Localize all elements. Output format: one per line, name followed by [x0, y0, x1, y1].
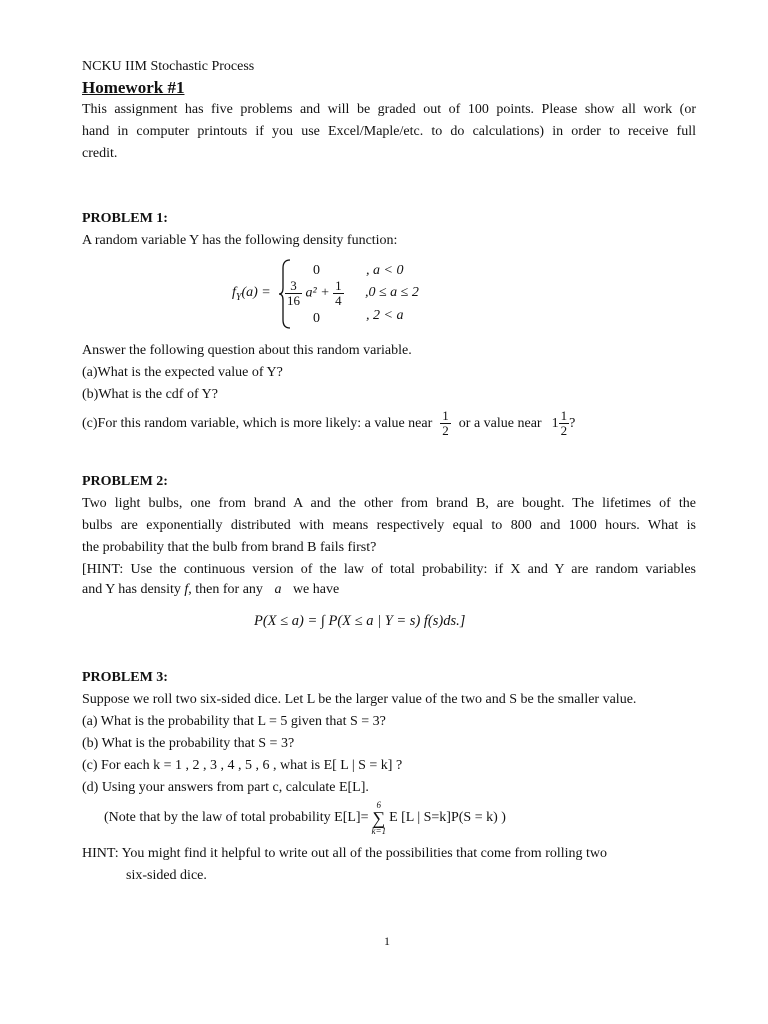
problem-2-line-3: the probability that the bulb from brand B fails first?: [82, 540, 377, 555]
problem-3-heading: PROBLEM 3:: [82, 670, 168, 685]
intro-line-1: This assignment has five problems and will be graded out of 100 points. Please show all work (or: [82, 102, 696, 117]
case-3-value: 0: [313, 311, 320, 326]
problem-1-statement: A random variable Y has the following density function:: [82, 233, 398, 248]
fraction-one-and-half: $\frac{1}{2}$: [560, 408, 568, 438]
problem-2-hint-1: [HINT: Use the continuous version of the law of total probability: if X and Y are random variables: [82, 562, 696, 577]
problem-1-question-b: (b)What is the cdf of Y?: [82, 387, 218, 402]
problem-3-note: (Note that by the law of total probability E[L]= 6 ∑ k=1 E [L | S=k]P(S = k) ): [104, 800, 506, 836]
fraction-1-4: $\frac{1}{4}$: [335, 278, 342, 308]
problem-1-heading: PROBLEM 1:: [82, 211, 168, 226]
problem-3-question-a: (a) What is the probability that L = 5 given that S = 3?: [82, 714, 386, 729]
problem-3-hint-2: six-sided dice.: [126, 868, 207, 883]
problem-3-hint-1: HINT: You might find it helpful to write out all of the possibilities that come from rolling two: [82, 846, 608, 861]
summation-symbol: 6 ∑ k=1: [371, 800, 387, 836]
problem-1-question-a: (a)What is the expected value of Y?: [82, 365, 283, 380]
problem-2-line-2: bulbs are exponentially distributed with means respectively equal to 800 and 1000 hours. What is: [82, 518, 696, 533]
problem-1-question-c: (c)For this random variable, which is more likely: a value near $\frac{1}{2}$ or a value near 1 $\frac{1}{2}$ ?: [82, 408, 576, 438]
homework-title: Homework #1: [82, 78, 185, 97]
problem-3-question-c: (c) For each k = 1 , 2 , 3 , 4 , 5 , 6 , what is E[ L | S = k] ?: [82, 758, 403, 773]
case-1-value: 0: [313, 263, 320, 278]
case-1-condition: , a < 0: [366, 263, 404, 278]
case-2-condition: ,0 ≤ a ≤ 2: [365, 285, 419, 300]
problem-2-hint-2: and Y has density f, then for any a we have: [82, 582, 340, 597]
problem-2-heading: PROBLEM 2:: [82, 474, 168, 489]
intro-line-2: hand in computer printouts if you use Excel/Maple/etc. to do calculations) in order to receive full: [82, 124, 696, 139]
fraction-3-16: $\frac{3}{16}$: [287, 278, 300, 308]
case-3-condition: , 2 < a: [366, 308, 404, 323]
problem-3-line-1: Suppose we roll two six-sided dice. Let L be the larger value of the two and S be the smaller value.: [82, 692, 637, 707]
page-number: 1: [384, 934, 390, 948]
fraction-one-half: $\frac{1}{2}$: [442, 408, 449, 438]
intro-line-3: credit.: [82, 146, 118, 161]
problem-1-answer-intro: Answer the following question about this random variable.: [82, 343, 412, 358]
total-probability-formula: P(X ≤ a) = ∫ P(X ≤ a | Y = s) f(s)ds.]: [254, 613, 466, 629]
case-2-expression: $\frac{3}{16}$ a² + $\frac{1}{4}$: [287, 278, 342, 308]
density-lhs: $f_Y(a)$ =: [232, 285, 271, 303]
problem-3-question-d: (d) Using your answers from part c, calculate E[L].: [82, 780, 369, 795]
problem-2-line-1: Two light bulbs, one from brand A and the other from brand B, are bought. The lifetimes of the: [82, 496, 696, 511]
course-name: NCKU IIM Stochastic Process: [82, 59, 255, 74]
problem-3-question-b: (b) What is the probability that S = 3?: [82, 736, 295, 751]
